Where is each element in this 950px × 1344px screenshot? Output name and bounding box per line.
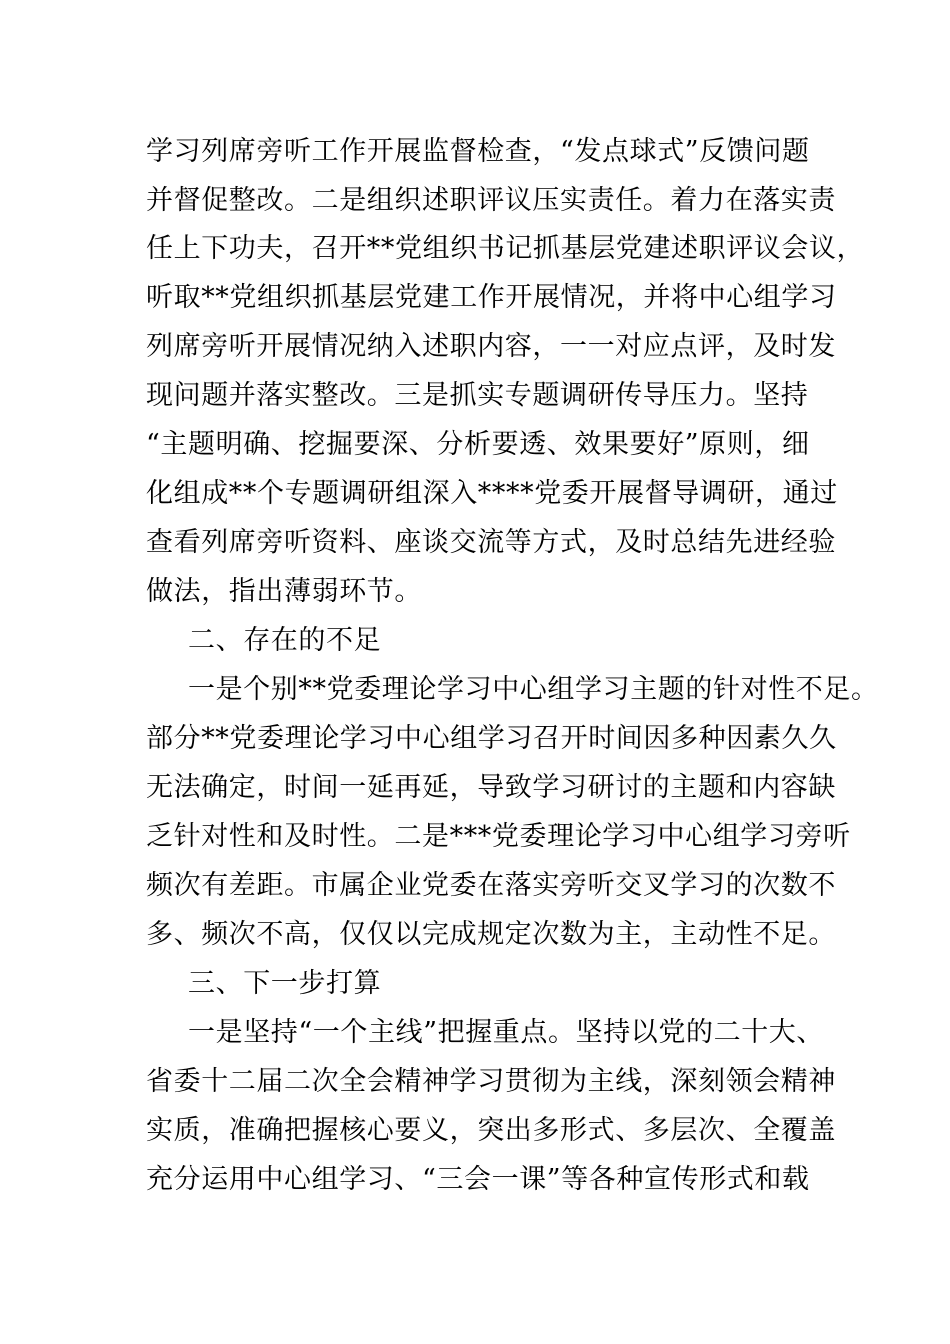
- text-line: 化组成**个专题调研组深入****党委开展督导调研，通过: [146, 478, 838, 509]
- text-line: 听取**党组织抓基层党建工作开展情况，并将中心组学习: [146, 282, 837, 313]
- text-line: 实质，准确把握核心要义，突出多形式、多层次、全覆盖: [146, 1115, 836, 1146]
- section-heading-next-steps: 三、下一步打算: [188, 968, 382, 999]
- text-line: 做法，指出薄弱环节。: [146, 576, 422, 607]
- text-line: 一是坚持“一个主线”把握重点。坚持以党的二十大、: [188, 1017, 825, 1048]
- text-line: 多、频次不高，仅仅以完成规定次数为主，主动性不足。: [146, 919, 836, 950]
- section-heading-shortcomings: 二、存在的不足: [188, 625, 382, 656]
- text-line: 任上下功夫，召开**党组织书记抓基层党建述职评议会议，: [146, 233, 865, 264]
- text-line: 现问题并落实整改。三是抓实专题调研传导压力。坚持: [146, 380, 809, 411]
- text-line: 省委十二届二次全会精神学习贯彻为主线，深刻领会精神: [146, 1066, 836, 1097]
- text-line: 部分**党委理论学习中心组学习召开时间因多种因素久久: [146, 723, 837, 754]
- text-line: “主题明确、挖掘要深、分析要透、效果要好”原则，细: [146, 429, 810, 460]
- text-line: 一是个别**党委理论学习中心组学习主题的针对性不足。: [188, 674, 879, 705]
- text-line: 乏针对性和及时性。二是***党委理论学习中心组学习旁听: [146, 821, 851, 852]
- text-line: 充分运用中心组学习、“三会一课”等各种宣传形式和载: [146, 1164, 810, 1195]
- text-line: 频次有差距。市属企业党委在落实旁听交叉学习的次数不: [146, 870, 836, 901]
- text-line: 无法确定，时间一延再延，导致学习研讨的主题和内容缺: [146, 772, 836, 803]
- text-line: 查看列席旁听资料、座谈交流等方式，及时总结先进经验: [146, 527, 836, 558]
- text-line: 学习列席旁听工作开展监督检查，“发点球式”反馈问题: [146, 136, 810, 167]
- text-line: 并督促整改。二是组织述职评议压实责任。着力在落实责: [146, 185, 836, 216]
- text-line: 列席旁听开展情况纳入述职内容，一一对应点评，及时发: [146, 331, 836, 362]
